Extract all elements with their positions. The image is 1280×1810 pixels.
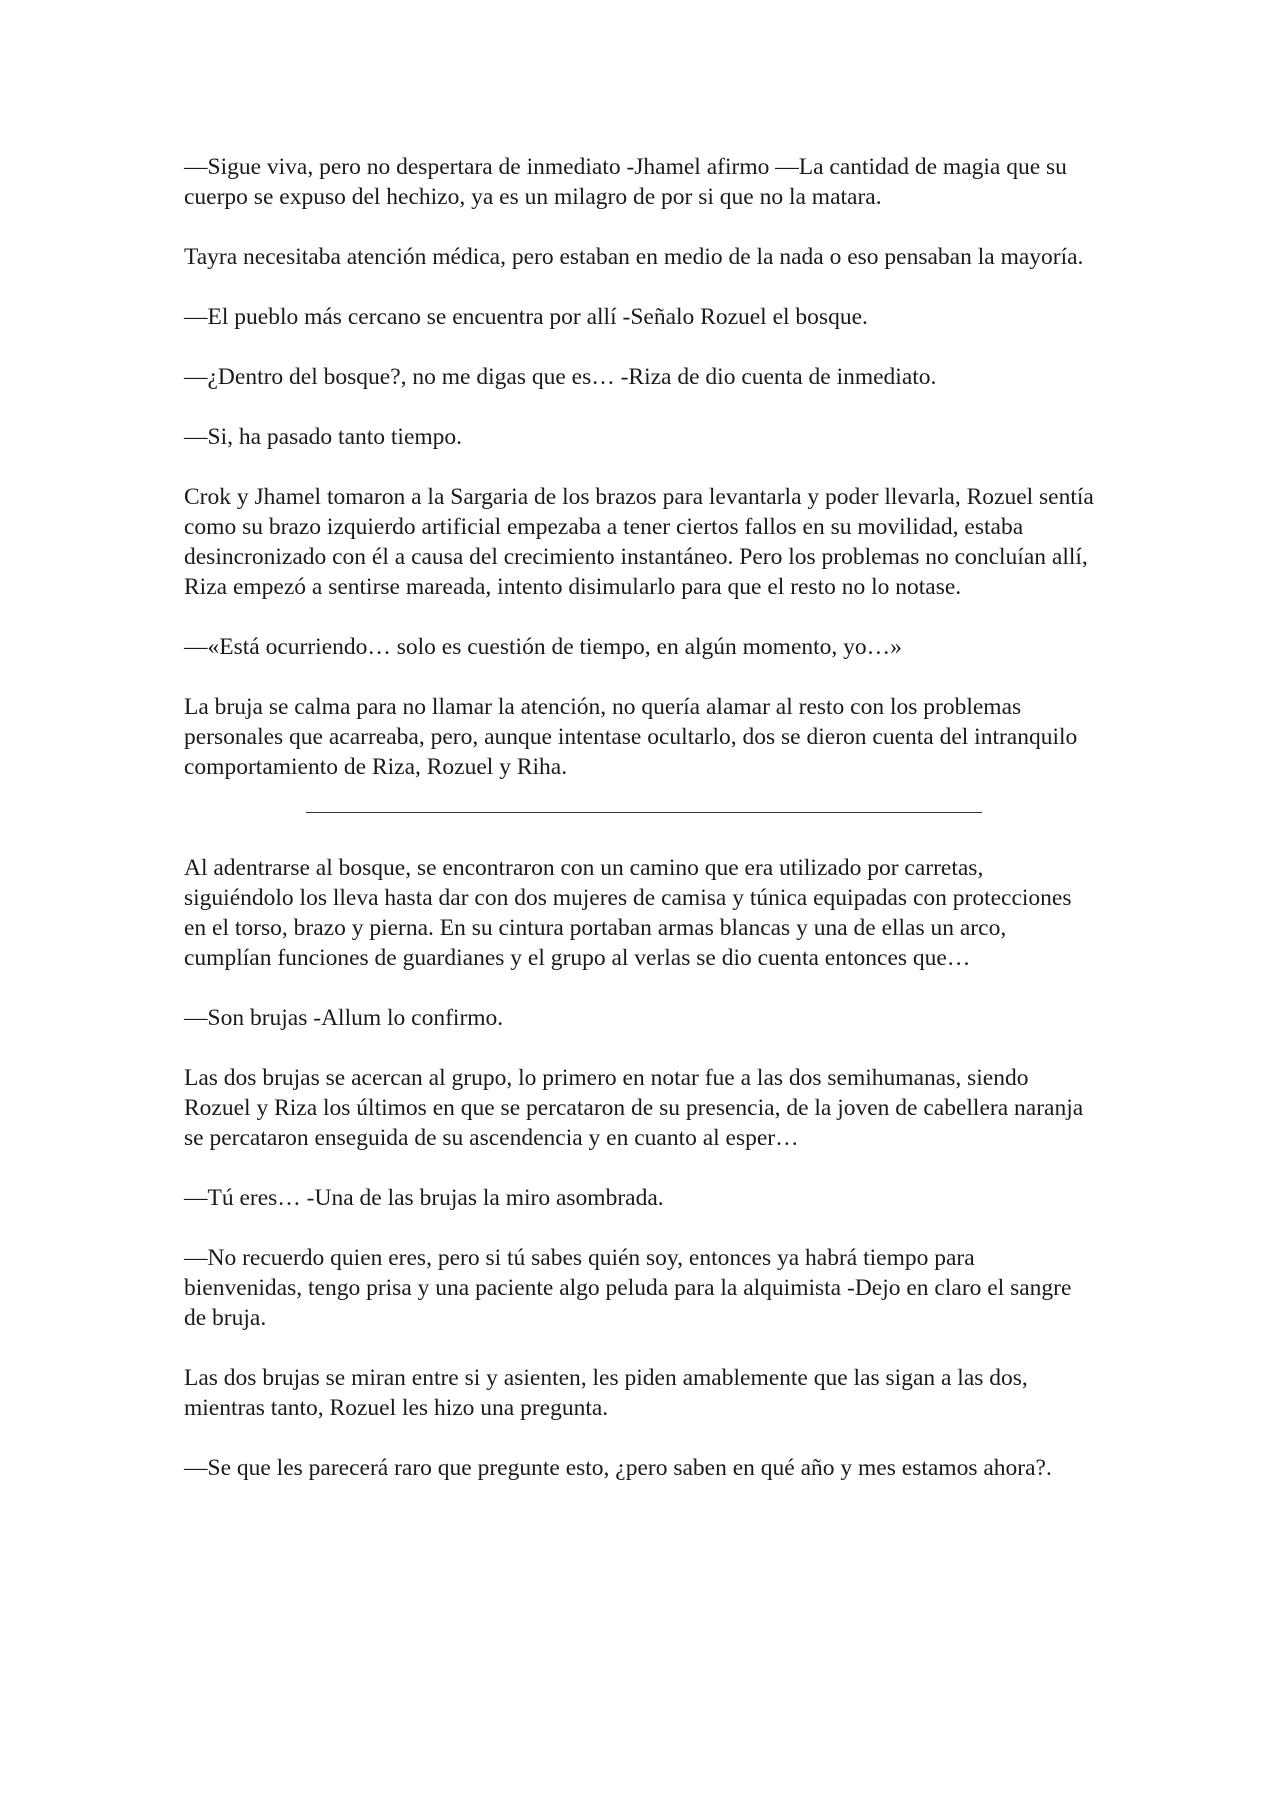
paragraph: —¿Dentro del bosque?, no me digas que es… -Riza de dio cuenta de inmediato. xyxy=(184,364,937,390)
paragraph: —No recuerdo quien eres, pero si tú sabes quién soy, entonces ya habrá tiempo para bienvenidas, tengo prisa y una paciente algo peluda para la alquimista -Dejo en claro el sangre de bruja. xyxy=(184,1245,1072,1331)
document-body xyxy=(184,152,1096,1513)
paragraph: Las dos brujas se miran entre si y asienten, les piden amablemente que las sigan a las dos, mientras tanto, Rozuel les hizo una pregunta. xyxy=(184,1365,1028,1421)
paragraph: —Se que les parecerá raro que pregunte esto, ¿pero saben en qué año y mes estamos ahora?. xyxy=(184,1455,1052,1481)
paragraph: Tayra necesitaba atención médica, pero estaban en medio de la nada o eso pensaban la mayoría. xyxy=(184,244,1084,270)
paragraph: Al adentrarse al bosque, se encontraron con un camino que era utilizado por carretas, siguiéndolo los lleva hasta dar con dos mujeres de camisa y túnica equipadas con protecciones en el torso, brazo y pierna. En su cintura portaban armas blancas y una de ellas un arco, cumplían funciones de guardianes y el grupo al verlas se dio cuenta entonces que… xyxy=(184,855,1072,971)
paragraph: La bruja se calma para no llamar la atención, no quería alamar al resto con los problemas personales que acarreaba, pero, aunque intentase ocultarlo, dos se dieron cuenta del intranquilo comportamiento de Riza, Rozuel y Riha. xyxy=(184,694,1078,780)
paragraph: —El pueblo más cercano se encuentra por allí -Señalo Rozuel el bosque. xyxy=(184,304,868,330)
paragraph: —Son brujas -Allum lo confirmo. xyxy=(184,1005,504,1031)
paragraph: Las dos brujas se acercan al grupo, lo primero en notar fue a las dos semihumanas, siendo Rozuel y Riza los últimos en que se percataron de su presencia, de la joven de cabellera naranja se percataron enseguida de su ascendencia y en cuanto al esper… xyxy=(184,1065,1084,1151)
paragraph: —Tú eres… -Una de las brujas la miro asombrada. xyxy=(184,1185,664,1211)
paragraph: —Sigue viva, pero no despertara de inmediato -Jhamel afirmo —La cantidad de magia que su cuerpo se expuso del hechizo, ya es un milagro de por si que no la matara. xyxy=(184,154,1067,210)
section-divider xyxy=(306,812,982,813)
paragraph: Crok y Jhamel tomaron a la Sargaria de los brazos para levantarla y poder llevarla, Rozuel sentía como su brazo izquierdo artificial empezaba a tener ciertos fallos en su movilidad, estaba desincronizado con él a causa del crecimiento instantáneo. Pero los problemas no concluían allí, Riza empezó a sentirse mareada, intento disimularlo para que el resto no lo notase. xyxy=(184,484,1094,600)
paragraph: —Si, ha pasado tanto tiempo. xyxy=(184,424,463,450)
paragraph: —«Está ocurriendo… solo es cuestión de tiempo, en algún momento, yo…» xyxy=(184,634,902,660)
